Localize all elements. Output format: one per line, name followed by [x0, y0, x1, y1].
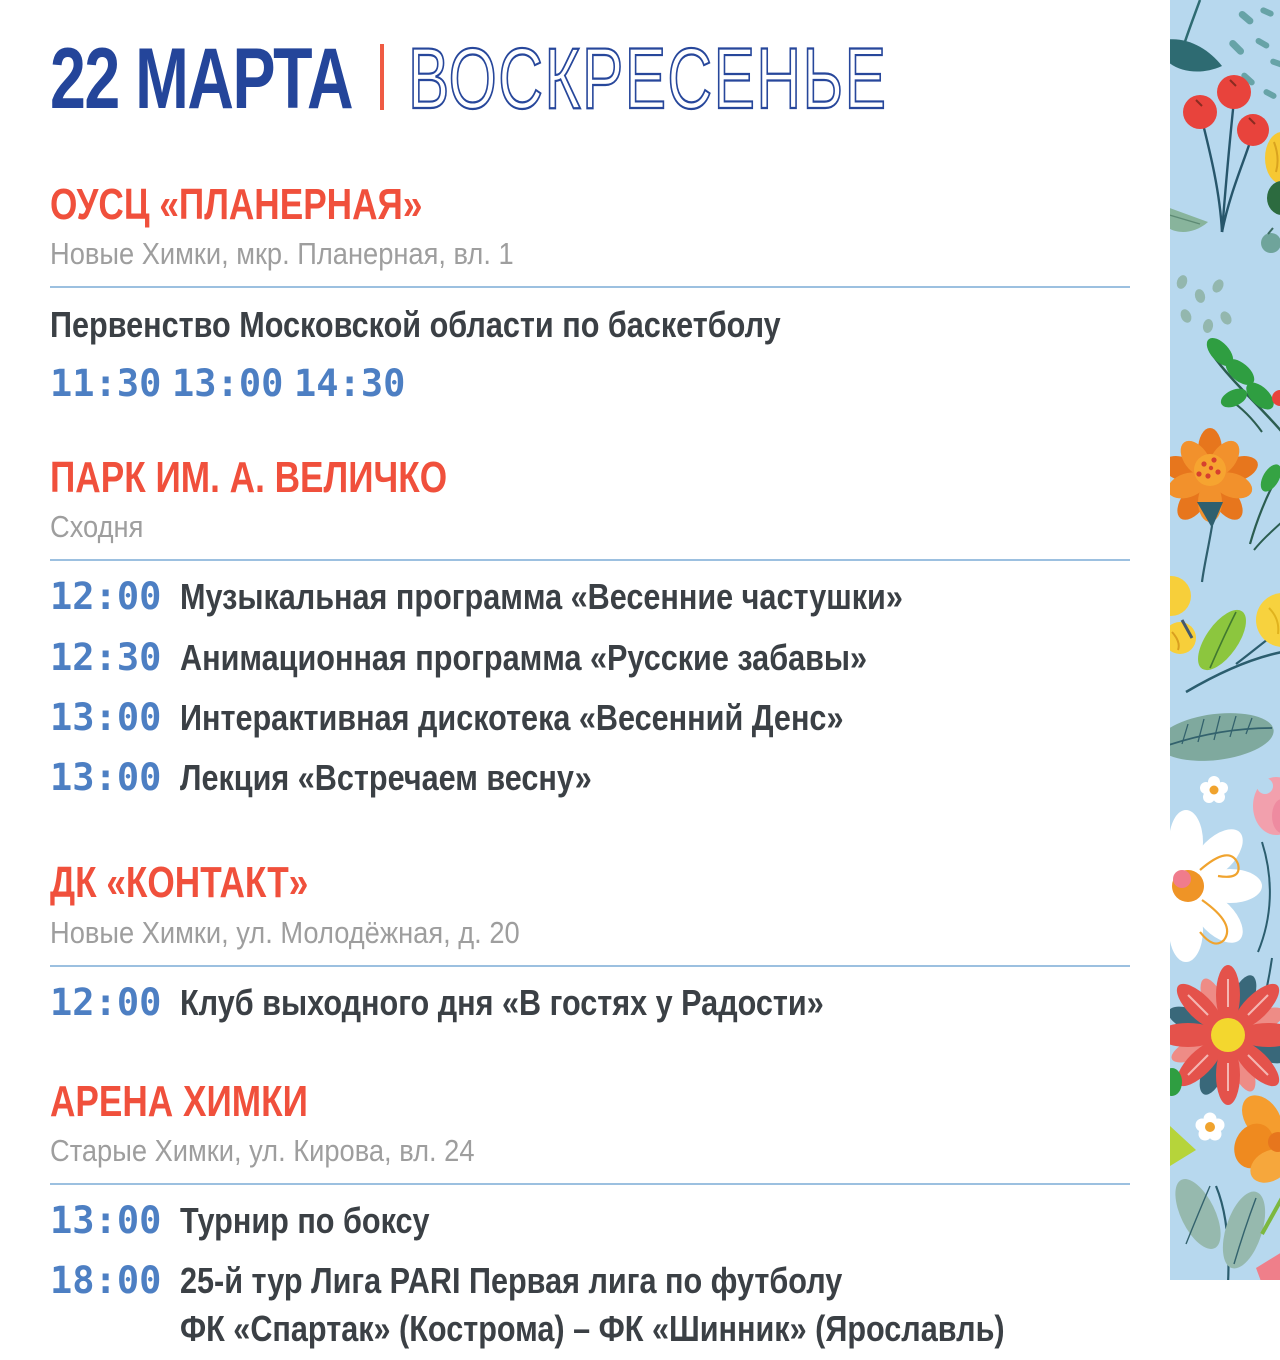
event-time: 13:00	[50, 695, 162, 739]
orange-marigold-icon	[1170, 428, 1261, 582]
event-title: 25-й тур Лига PARI Первая лига по футболу	[180, 1260, 843, 1302]
section-divider	[50, 1183, 1130, 1185]
venue-address: Старые Химки, ул. Кирова, вл. 24	[50, 1132, 475, 1168]
white-daisy-icon	[1170, 810, 1262, 962]
venue-address: Новые Химки, ул. Молодёжная, д. 20	[50, 914, 520, 950]
green-leaf-stem-icon	[1186, 593, 1280, 692]
small-white-flower-icon	[1196, 1113, 1225, 1141]
section-divider	[50, 559, 1130, 561]
yellow-flowers-icon	[1170, 576, 1196, 654]
event-time: 13:00	[50, 1198, 162, 1242]
event-title-multiline	[180, 1257, 1005, 1353]
sage-leaf-icon	[1170, 206, 1208, 232]
event-row	[50, 1191, 1130, 1251]
venue-name: ОУСЦ «ПЛАНЕРНАЯ»	[50, 180, 423, 229]
event-time: 12:00	[50, 980, 162, 1024]
event-time: 12:00	[50, 575, 162, 619]
event-title: Клуб выходного дня «В гостях у Радости»	[180, 981, 824, 1023]
section-park-velichko	[50, 455, 1130, 808]
venue-name: АРЕНА ХИМКИ	[50, 1076, 308, 1126]
venue-name: ДК «КОНТАКТ»	[50, 858, 309, 908]
event-time: 14:30	[294, 362, 406, 406]
small-white-flower-icon	[1200, 776, 1228, 803]
event-row	[50, 628, 1130, 688]
section-divider	[50, 286, 1130, 288]
event-row	[50, 567, 1130, 627]
section-divider	[50, 965, 1130, 967]
schedule-poster	[50, 0, 1130, 1360]
floral-pattern	[1170, 0, 1280, 1280]
event-row	[50, 688, 1130, 748]
event-time: 18:00	[50, 1259, 162, 1303]
date-heading: 22 МАРТА	[50, 31, 353, 127]
event-title: Интерактивная дискотека «Весенний Денс»	[180, 696, 844, 738]
event-time: 13:00	[172, 362, 284, 406]
teal-dots-icon	[1175, 274, 1234, 334]
orange-flower-icon	[1227, 1088, 1280, 1190]
venue-address: Сходня	[50, 509, 144, 545]
event-row	[50, 973, 1130, 1033]
red-berries-icon	[1183, 75, 1269, 232]
event-title: Анимационная программа «Русские забавы»	[180, 636, 868, 678]
red-aster-icon	[1170, 965, 1280, 1105]
section-planernaya	[50, 182, 1130, 405]
weekday-heading: ВОСКРЕСЕНЬЕ	[408, 31, 888, 127]
page-title	[50, 31, 1130, 127]
yellow-bud-icon	[1265, 132, 1280, 215]
section-arena-khimki	[50, 1076, 1130, 1360]
green-sprig-icon	[1250, 461, 1280, 550]
event-time: 13:00	[50, 756, 162, 800]
venue-name: ПАРК ИМ. А. ВЕЛИЧКО	[50, 453, 448, 503]
floral-decor-strip	[1170, 0, 1280, 1280]
teal-berry-icon	[1261, 233, 1280, 253]
pink-tulip-icon	[1253, 777, 1280, 835]
title-divider	[380, 44, 384, 110]
event-title: Первенство Московской области по баскетболу	[50, 304, 781, 346]
pink-petal-icon	[1256, 1252, 1280, 1280]
event-title: Музыкальная программа «Весенние частушки»	[180, 576, 903, 618]
event-time: 12:30	[50, 635, 162, 679]
section-dk-kontakt	[50, 860, 1130, 1032]
event-title: Турнир по боксу	[180, 1199, 430, 1241]
event-time: 11:30	[50, 362, 162, 406]
sage-feather-leaf-icon	[1170, 707, 1276, 767]
teal-leaf-icon	[1170, 0, 1222, 72]
venue-address: Новые Химки, мкр. Планерная, вл. 1	[50, 236, 514, 272]
event-row	[50, 1251, 1130, 1359]
event-title: Лекция «Встречаем весну»	[180, 757, 592, 799]
event-row	[50, 748, 1130, 808]
green-branch-icon	[1202, 333, 1280, 432]
event-subtitle: ФК «Спартак» (Кострома) – ФК «Шинник» (Ярославль)	[180, 1308, 1005, 1350]
event-times	[50, 362, 1130, 405]
